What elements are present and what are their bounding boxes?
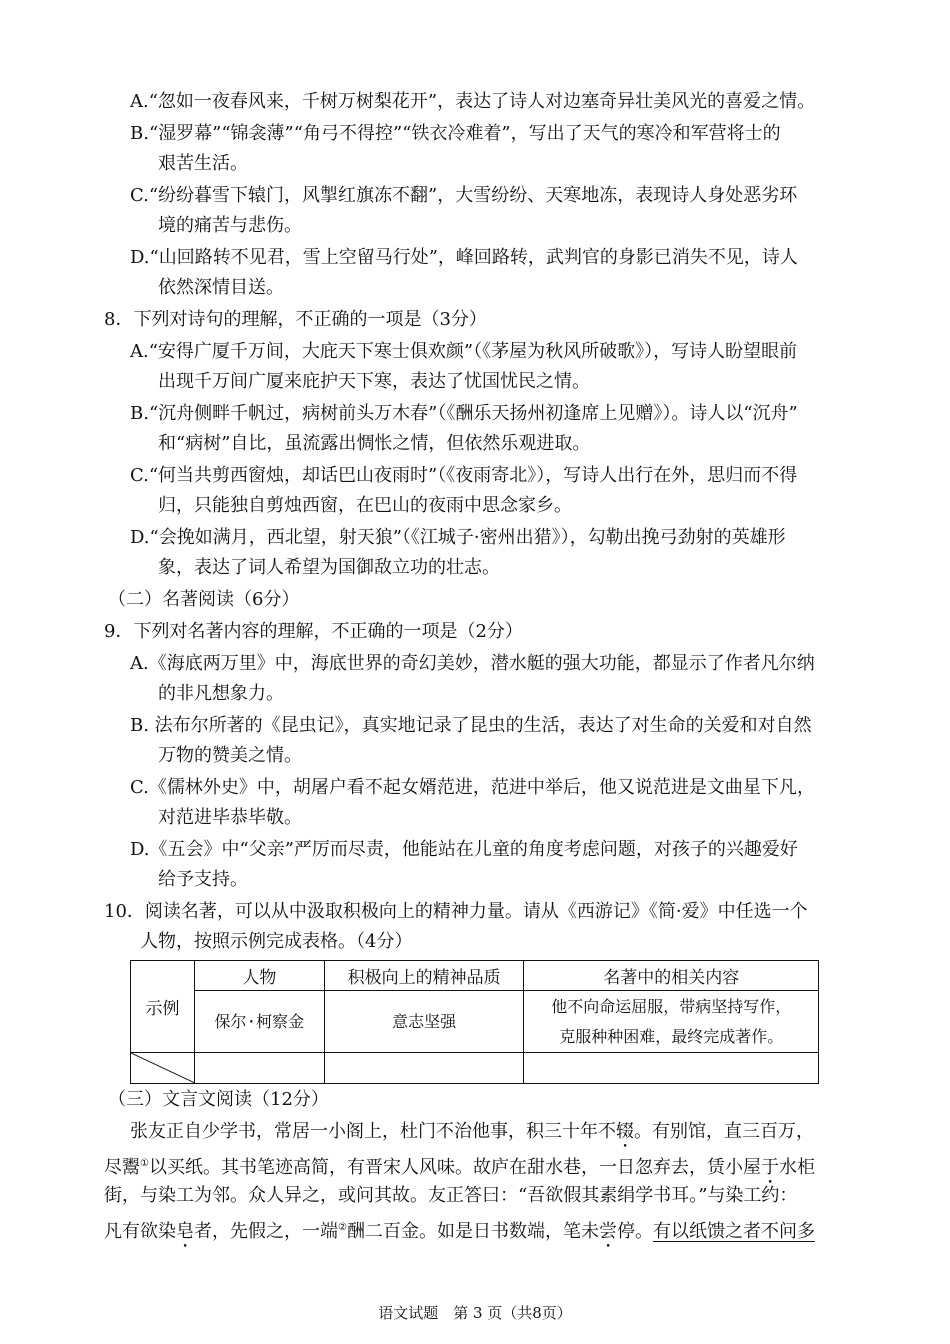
footnote-marker: ② bbox=[338, 1222, 347, 1233]
q8-stem: 8．下列对诗句的理解，不正确的一项是（3分） bbox=[104, 309, 487, 330]
q9-option-c: C.《儒林外史》中，胡屠户看不起女婿范进，范进中举后，他又说范进是文曲星下凡， bbox=[130, 777, 815, 798]
q9-option-d: D.《五会》中“父亲”严厉而尽责，他能站在儿童的角度考虑问题，对孩子的兴趣爱好 bbox=[130, 839, 798, 860]
q9-option-a: A.《海底两万里》中，海底世界的奇幻美妙，潜水艇的强大功能，都显示了作者凡尔纳 bbox=[130, 653, 815, 674]
table-diagonal-cell bbox=[131, 1053, 195, 1084]
q8-option-a-cont: 出现千万间广厦来庇护天下寒，表达了忧国忧民之情。 bbox=[158, 371, 590, 392]
q7-option-a: A.“忽如一夜春风来，千树万树梨花开”，表达了诗人对边塞奇异壮美风光的喜爱之情。 bbox=[130, 91, 816, 112]
footnote-marker: ① bbox=[140, 1158, 149, 1169]
q10-stem: 10．阅读名著，可以从中汲取积极向上的精神力量。请从《西游记》《简·爱》中任选一个 bbox=[104, 901, 808, 922]
q9-stem: 9．下列对名著内容的理解，不正确的一项是（2分） bbox=[104, 621, 523, 642]
q8-option-c: C.“何当共剪西窗烛，却话巴山夜雨时”（《夜雨寄北》），写诗人出行在外，思归而不得 bbox=[130, 465, 798, 486]
q9-option-b-cont: 万物的赞美之情。 bbox=[158, 745, 302, 766]
q7-option-b-cont: 艰苦生活。 bbox=[158, 153, 248, 174]
diagonal-line bbox=[131, 1053, 195, 1083]
table-answer-quality[interactable] bbox=[324, 1053, 524, 1084]
q8-option-d: D.“会挽如满月，西北望，射天狼”（《江城子·密州出猎》），勾勒出挽弓劲射的英雄形 bbox=[130, 527, 786, 548]
q8-option-c-cont: 归，只能独自剪烛西窗，在巴山的夜雨中思念家乡。 bbox=[158, 495, 572, 516]
underlined-sentence: 有以纸馈之者不问多 bbox=[652, 1221, 815, 1242]
table-example-quality: 意志坚强 bbox=[324, 991, 524, 1053]
table-answer-person[interactable] bbox=[194, 1053, 324, 1084]
table-header-content: 名著中的相关内容 bbox=[524, 961, 819, 991]
q7-option-d: D.“山回路转不见君，雪上空留马行处”，峰回路转，武判官的身影已消失不见，诗人 bbox=[130, 247, 798, 268]
passage-line-4: 凡有欲染皂者，先假之，一端②酬二百金。如是日书数端，笔未尝停。有以纸馈之者不问多 bbox=[104, 1221, 815, 1242]
passage-line-2: 尽鬻①以买纸。其书笔迹高简，有晋宋人风味。故庐在甜水巷，一日忽弃去，赁小屋于水柜 bbox=[104, 1157, 815, 1178]
q7-option-b: B.“湿罗幕”“锦衾薄”“角弓不得控”“铁衣冷难着”，写出了天气的寒冷和军营将士的 bbox=[130, 123, 781, 144]
q7-option-d-cont: 依然深情目送。 bbox=[158, 277, 284, 298]
q7-option-c-cont: 境的痛苦与悲伤。 bbox=[158, 215, 302, 236]
q10-stem-cont: 人物，按照示例完成表格。（4分） bbox=[140, 931, 413, 952]
emphasis-char: 尝 bbox=[598, 1221, 617, 1242]
q8-option-a: A.“安得广厦千万间，大庇天下寒士俱欢颜”（《茅屋为秋风所破歌》），写诗人盼望眼前 bbox=[130, 341, 798, 362]
q9-option-d-cont: 给予支持。 bbox=[158, 869, 248, 890]
emphasis-char: 皂 bbox=[176, 1221, 194, 1242]
table-example-content-line2: 克服种种困难，最终完成著作。 bbox=[559, 1026, 784, 1046]
table-answer-content[interactable] bbox=[524, 1053, 819, 1084]
emphasis-char: 于 bbox=[760, 1157, 779, 1178]
table-header-quality: 积极向上的精神品质 bbox=[324, 961, 524, 991]
section-heading-classical-chinese: （三）文言文阅读（12分） bbox=[108, 1089, 329, 1110]
table-example-label: 示例 bbox=[131, 961, 195, 1053]
q7-option-c: C.“纷纷暮雪下辕门，风掣红旗冻不翻”，大雪纷纷、天寒地冻，表现诗人身处恶劣环 bbox=[130, 185, 798, 206]
passage-line-3: 街，与染工为邻。众人异之，或问其故。友正答曰：“吾欲假其素绢学书耳。”与染工约： bbox=[104, 1185, 798, 1206]
q9-option-b: B. 法布尔所著的《昆虫记》，真实地记录了昆虫的生活，表达了对生命的关爱和对自然 bbox=[130, 715, 812, 736]
passage-line-1: 张友正自少学书，常居一小阁上，杜门不治他事，积三十年不辍。有别馆，直三百万， bbox=[130, 1121, 814, 1142]
q9-option-a-cont: 的非凡想象力。 bbox=[158, 683, 284, 704]
table-example-content bbox=[524, 991, 819, 1053]
emphasis-char: 辍 bbox=[616, 1121, 634, 1142]
table-example-content-line1: 他不向命运屈服，带病坚持写作， bbox=[551, 996, 792, 1016]
section-heading-famous-works: （二）名著阅读（6分） bbox=[108, 589, 300, 610]
q9-option-c-cont: 对范进毕恭毕敬。 bbox=[158, 807, 302, 828]
table-example-person: 保尔·柯察金 bbox=[194, 991, 324, 1053]
page-footer: 语文试题 第 3 页（共8页） bbox=[378, 1304, 572, 1322]
q8-option-b-cont: 和“病树”自比，虽流露出惆怅之情，但依然乐观进取。 bbox=[158, 433, 591, 454]
answer-table bbox=[130, 960, 819, 1084]
q8-option-d-cont: 象，表达了词人希望为国御敌立功的壮志。 bbox=[158, 557, 500, 578]
table-header-person: 人物 bbox=[194, 961, 324, 991]
q8-option-b: B.“沉舟侧畔千帆过，病树前头万木春”（《酬乐天扬州初逢席上见赠》）。诗人以“沉舟” bbox=[130, 403, 798, 424]
